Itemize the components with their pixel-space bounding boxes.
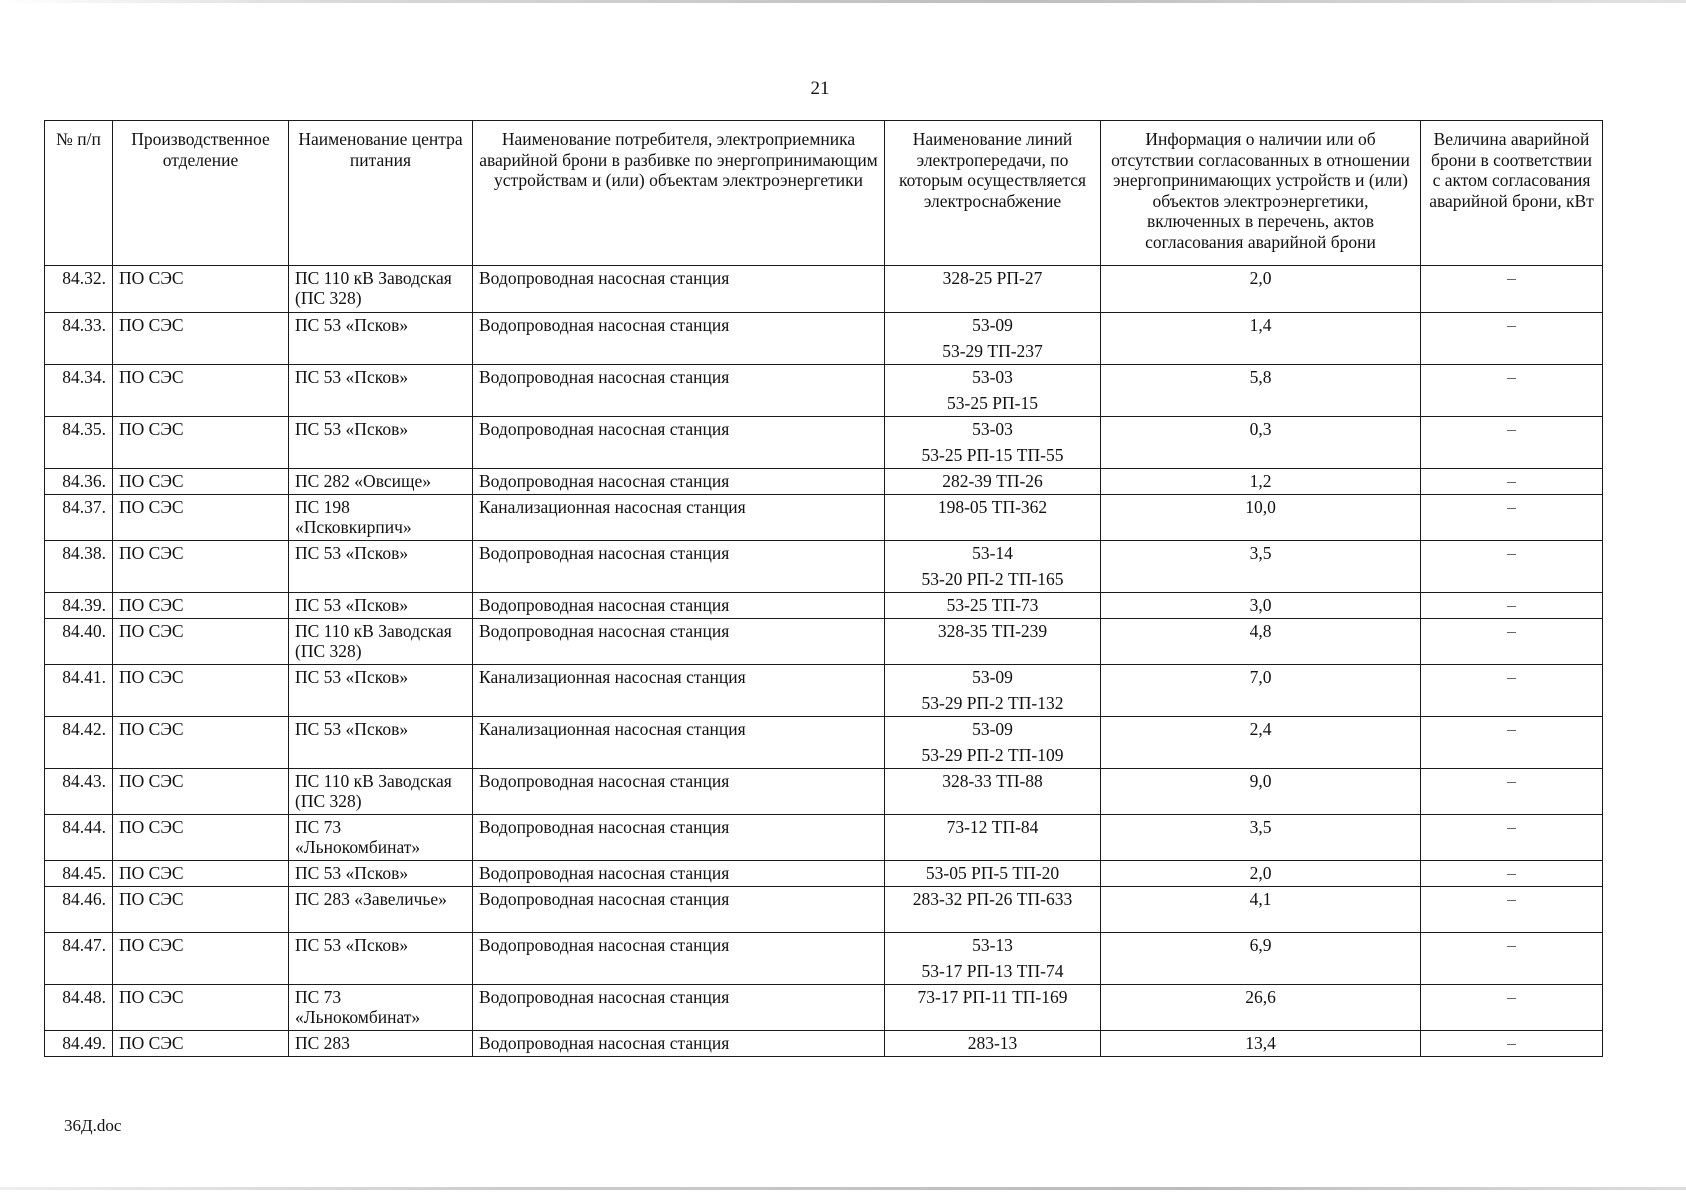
row-power-center: ПС 53 «Псков» (289, 593, 473, 619)
row-branch: ПО СЭС (113, 815, 289, 861)
row-branch: ПО СЭС (113, 1031, 289, 1057)
power-line-primary: 53-09 (972, 667, 1013, 687)
row-consumer: Канализационная насосная станция (473, 665, 885, 717)
consumers-table (44, 120, 1603, 1057)
power-line-secondary: 53-29 ТП-237 (942, 341, 1043, 361)
row-power-center: ПС 73 «Льнокомбинат» (289, 985, 473, 1031)
power-line-primary: 198-05 ТП-362 (937, 497, 1048, 517)
row-info: 4,1 (1101, 887, 1421, 933)
row-power-center: ПС 53 «Псков» (289, 417, 473, 469)
header-lines: Наименование линий электропередачи, по которым осуществляется электроснабжение (885, 121, 1101, 266)
row-power-center: ПС 198 «Псковкирпич» (289, 495, 473, 541)
row-power-line (885, 469, 1101, 495)
row-consumer: Водопроводная насосная станция (473, 417, 885, 469)
row-value: – (1421, 593, 1603, 619)
row-value: – (1421, 495, 1603, 541)
row-power-line (885, 985, 1101, 1031)
row-info: 3,5 (1101, 541, 1421, 593)
row-info: 5,8 (1101, 365, 1421, 417)
row-number: 84.49. (45, 1031, 113, 1057)
row-info: 2,0 (1101, 861, 1421, 887)
power-line-primary: 73-17 РП-11 ТП-169 (917, 987, 1068, 1007)
table-row (45, 815, 1603, 861)
row-branch: ПО СЭС (113, 887, 289, 933)
row-consumer: Водопроводная насосная станция (473, 313, 885, 365)
row-consumer: Водопроводная насосная станция (473, 815, 885, 861)
row-branch: ПО СЭС (113, 769, 289, 815)
row-consumer: Водопроводная насосная станция (473, 365, 885, 417)
row-power-center: ПС 110 кВ Заводская (ПС 328) (289, 769, 473, 815)
scan-edge-top (0, 0, 1686, 3)
table-row (45, 985, 1603, 1031)
row-value: – (1421, 541, 1603, 593)
row-number: 84.36. (45, 469, 113, 495)
row-info: 26,6 (1101, 985, 1421, 1031)
table-row (45, 1031, 1603, 1057)
scan-edge-bottom (0, 1187, 1686, 1190)
row-consumer: Водопроводная насосная станция (473, 933, 885, 985)
row-branch: ПО СЭС (113, 985, 289, 1031)
row-power-line (885, 313, 1101, 365)
table-row (45, 593, 1603, 619)
header-value: Величина аварийной брони в соответствии с актом согласования аварийной брони, кВт (1421, 121, 1603, 266)
row-branch: ПО СЭС (113, 541, 289, 593)
power-line-secondary: 53-20 РП-2 ТП-165 (921, 569, 1064, 589)
row-info: 1,2 (1101, 469, 1421, 495)
file-name-footer: 36Д.doc (64, 1116, 122, 1135)
power-line-secondary: 53-29 РП-2 ТП-109 (921, 745, 1064, 765)
row-value: – (1421, 769, 1603, 815)
power-line-primary: 328-35 ТП-239 (937, 621, 1048, 641)
row-value: – (1421, 619, 1603, 665)
header-consumer: Наименование потребителя, электроприемника аварийной брони в разбивке по энергопринимающим устройствам и (или) объектам электроэнергетики (473, 121, 885, 266)
power-line-primary: 53-09 (972, 315, 1013, 335)
row-power-line (885, 861, 1101, 887)
row-value: – (1421, 815, 1603, 861)
power-line-primary: 53-05 РП-5 ТП-20 (925, 863, 1060, 883)
row-consumer: Водопроводная насосная станция (473, 619, 885, 665)
row-power-line (885, 619, 1101, 665)
row-value: – (1421, 933, 1603, 985)
row-power-line (885, 541, 1101, 593)
row-power-line (885, 769, 1101, 815)
row-value: – (1421, 469, 1603, 495)
row-branch: ПО СЭС (113, 593, 289, 619)
power-line-primary: 328-25 РП-27 (942, 268, 1043, 288)
table-row (45, 469, 1603, 495)
table-header-row (45, 121, 1603, 266)
row-value: – (1421, 417, 1603, 469)
header-branch: Производственное отделение (113, 121, 289, 266)
row-power-center: ПС 53 «Псков» (289, 717, 473, 769)
row-number: 84.38. (45, 541, 113, 593)
row-branch: ПО СЭС (113, 619, 289, 665)
row-value: – (1421, 985, 1603, 1031)
row-power-line (885, 717, 1101, 769)
power-line-primary: 73-12 ТП-84 (946, 817, 1039, 837)
row-branch: ПО СЭС (113, 365, 289, 417)
row-power-line (885, 417, 1101, 469)
table-row (45, 365, 1603, 417)
row-number: 84.41. (45, 665, 113, 717)
table-row (45, 769, 1603, 815)
table-row (45, 417, 1603, 469)
row-power-line (885, 365, 1101, 417)
row-number: 84.33. (45, 313, 113, 365)
row-power-center: ПС 283 (289, 1031, 473, 1057)
row-number: 84.45. (45, 861, 113, 887)
row-power-line (885, 887, 1101, 933)
table-row (45, 495, 1603, 541)
power-line-secondary: 53-17 РП-13 ТП-74 (921, 961, 1064, 981)
row-consumer: Канализационная насосная станция (473, 717, 885, 769)
row-branch: ПО СЭС (113, 495, 289, 541)
power-line-secondary: 53-29 РП-2 ТП-132 (921, 693, 1064, 713)
row-consumer: Водопроводная насосная станция (473, 861, 885, 887)
power-line-primary: 282-39 ТП-26 (942, 471, 1043, 491)
row-info: 2,4 (1101, 717, 1421, 769)
row-info: 10,0 (1101, 495, 1421, 541)
header-info: Информация о наличии или об отсутствии согласованных в отношении энергопринимающих устройств и (или) объектов электроэнергетики, включенных в перечень, актов согласования аварийной брони (1101, 121, 1421, 266)
power-line-primary: 283-13 (967, 1033, 1018, 1053)
row-value: – (1421, 887, 1603, 933)
table-row (45, 717, 1603, 769)
row-branch: ПО СЭС (113, 469, 289, 495)
row-number: 84.32. (45, 266, 113, 313)
row-number: 84.42. (45, 717, 113, 769)
row-power-line (885, 815, 1101, 861)
row-power-center: ПС 53 «Псков» (289, 313, 473, 365)
row-value: – (1421, 266, 1603, 313)
row-consumer: Водопроводная насосная станция (473, 469, 885, 495)
row-power-center: ПС 110 кВ Заводская (ПС 328) (289, 266, 473, 313)
power-line-primary: 53-03 (972, 419, 1013, 439)
row-consumer: Водопроводная насосная станция (473, 266, 885, 313)
row-number: 84.46. (45, 887, 113, 933)
row-consumer: Водопроводная насосная станция (473, 887, 885, 933)
table-row (45, 541, 1603, 593)
row-info: 13,4 (1101, 1031, 1421, 1057)
power-line-primary: 53-13 (972, 935, 1013, 955)
page-number: 21 (810, 78, 830, 99)
power-line-primary: 53-03 (972, 367, 1013, 387)
table-row (45, 861, 1603, 887)
row-branch: ПО СЭС (113, 417, 289, 469)
row-branch: ПО СЭС (113, 861, 289, 887)
power-line-primary: 53-09 (972, 719, 1013, 739)
row-info: 4,8 (1101, 619, 1421, 665)
row-number: 84.48. (45, 985, 113, 1031)
row-number: 84.44. (45, 815, 113, 861)
row-info: 9,0 (1101, 769, 1421, 815)
row-number: 84.47. (45, 933, 113, 985)
row-number: 84.35. (45, 417, 113, 469)
row-value: – (1421, 1031, 1603, 1057)
row-power-line (885, 495, 1101, 541)
row-power-line (885, 933, 1101, 985)
table-row (45, 619, 1603, 665)
row-branch: ПО СЭС (113, 717, 289, 769)
row-power-center: ПС 53 «Псков» (289, 541, 473, 593)
row-consumer: Водопроводная насосная станция (473, 541, 885, 593)
row-branch: ПО СЭС (113, 266, 289, 313)
row-info: 7,0 (1101, 665, 1421, 717)
power-line-primary: 283-32 РП-26 ТП-633 (912, 889, 1073, 909)
table-row (45, 933, 1603, 985)
row-value: – (1421, 365, 1603, 417)
power-line-secondary: 53-25 РП-15 ТП-55 (921, 445, 1064, 465)
row-consumer: Водопроводная насосная станция (473, 985, 885, 1031)
row-power-line (885, 266, 1101, 313)
power-line-primary: 328-33 ТП-88 (942, 771, 1043, 791)
table-row (45, 887, 1603, 933)
row-power-line (885, 1031, 1101, 1057)
row-info: 0,3 (1101, 417, 1421, 469)
row-info: 1,4 (1101, 313, 1421, 365)
header-center: Наименование центра питания (289, 121, 473, 266)
row-power-center: ПС 283 «Завеличье» (289, 887, 473, 933)
row-power-center: ПС 53 «Псков» (289, 665, 473, 717)
row-number: 84.37. (45, 495, 113, 541)
row-info: 3,0 (1101, 593, 1421, 619)
row-branch: ПО СЭС (113, 665, 289, 717)
power-line-secondary: 53-25 РП-15 (947, 393, 1038, 413)
row-power-center: ПС 53 «Псков» (289, 861, 473, 887)
row-number: 84.43. (45, 769, 113, 815)
row-power-center: ПС 53 «Псков» (289, 933, 473, 985)
row-branch: ПО СЭС (113, 933, 289, 985)
row-number: 84.40. (45, 619, 113, 665)
power-line-primary: 53-25 ТП-73 (946, 595, 1039, 615)
row-consumer: Водопроводная насосная станция (473, 769, 885, 815)
row-power-center: ПС 53 «Псков» (289, 365, 473, 417)
row-consumer: Водопроводная насосная станция (473, 593, 885, 619)
row-power-center: ПС 282 «Овсище» (289, 469, 473, 495)
row-value: – (1421, 665, 1603, 717)
row-power-center: ПС 110 кВ Заводская (ПС 328) (289, 619, 473, 665)
table-body (45, 266, 1603, 1057)
row-value: – (1421, 313, 1603, 365)
row-power-center: ПС 73 «Льнокомбинат» (289, 815, 473, 861)
row-number: 84.34. (45, 365, 113, 417)
row-info: 6,9 (1101, 933, 1421, 985)
row-consumer: Водопроводная насосная станция (473, 1031, 885, 1057)
row-branch: ПО СЭС (113, 313, 289, 365)
row-value: – (1421, 717, 1603, 769)
row-number: 84.39. (45, 593, 113, 619)
row-value: – (1421, 861, 1603, 887)
row-power-line (885, 593, 1101, 619)
table-row (45, 266, 1603, 313)
table-row (45, 665, 1603, 717)
row-info: 2,0 (1101, 266, 1421, 313)
row-consumer: Канализационная насосная станция (473, 495, 885, 541)
row-info: 3,5 (1101, 815, 1421, 861)
header-num: № п/п (45, 121, 113, 266)
table-row (45, 313, 1603, 365)
row-power-line (885, 665, 1101, 717)
power-line-primary: 53-14 (972, 543, 1013, 563)
